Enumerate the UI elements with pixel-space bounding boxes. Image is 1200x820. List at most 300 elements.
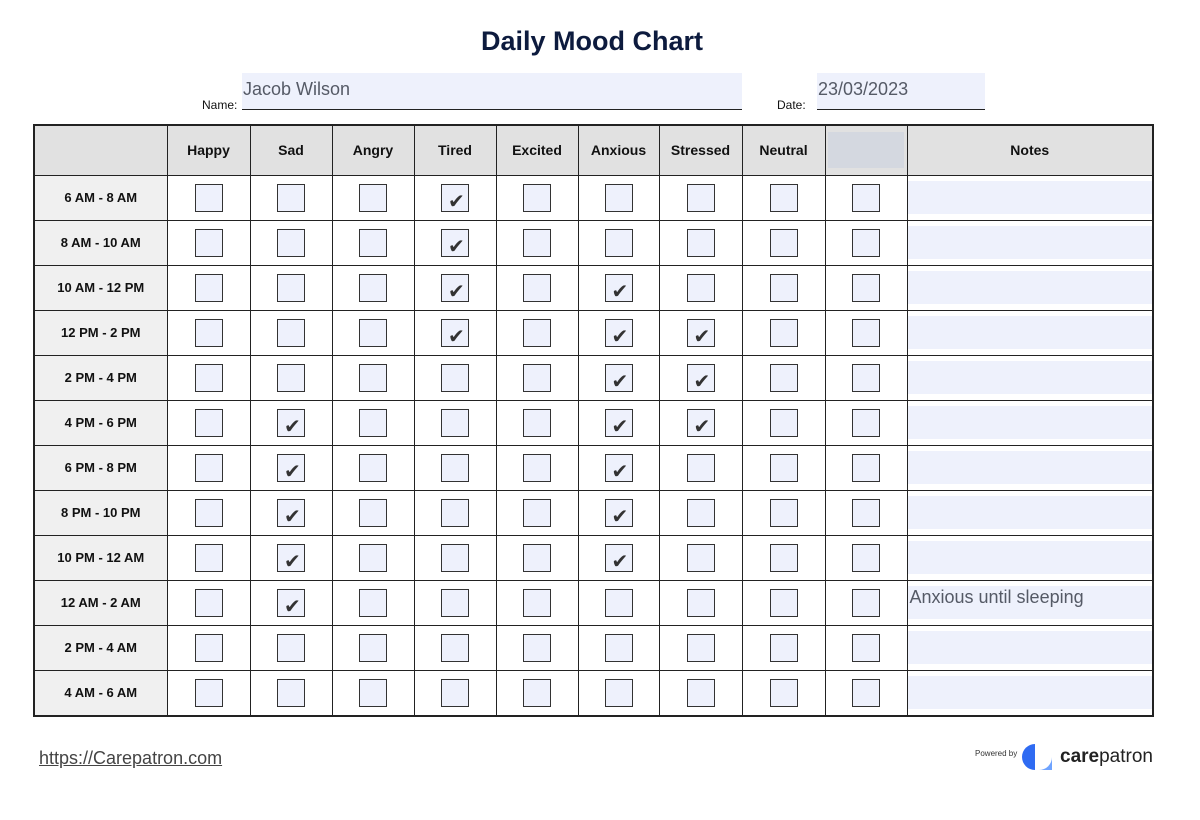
- header-mood-sad: Sad: [250, 125, 332, 175]
- mood-checkbox[interactable]: [195, 679, 223, 707]
- mood-cell: [414, 625, 496, 670]
- mood-checkbox[interactable]: [605, 364, 633, 392]
- mood-cell: [659, 355, 742, 400]
- checkmark-icon: ✔: [693, 323, 711, 348]
- mood-cell: [742, 490, 825, 535]
- page-title: Daily Mood Chart: [480, 26, 703, 56]
- mood-cell: [414, 535, 496, 580]
- mood-cell: [825, 400, 907, 445]
- mood-cell: [332, 175, 414, 220]
- mood-checkbox[interactable]: [770, 544, 798, 572]
- table-row: [34, 625, 1153, 670]
- mood-cell: [332, 625, 414, 670]
- mood-checkbox[interactable]: [523, 499, 551, 527]
- mood-checkbox[interactable]: [195, 589, 223, 617]
- mood-cell: [250, 175, 332, 220]
- checkmark-icon: ✔: [284, 548, 301, 573]
- mood-checkbox[interactable]: [852, 679, 880, 707]
- mood-cell: [578, 580, 659, 625]
- note-field[interactable]: [908, 496, 1153, 529]
- header-row: [34, 125, 1153, 175]
- note-field[interactable]: [908, 316, 1153, 349]
- mood-checkbox[interactable]: [852, 409, 880, 437]
- mood-cell: [578, 535, 659, 580]
- mood-cell: [496, 175, 578, 220]
- table-row: [34, 445, 1153, 490]
- mood-checkbox[interactable]: [277, 544, 305, 572]
- mood-checkbox[interactable]: [441, 364, 469, 392]
- mood-checkbox[interactable]: [277, 409, 305, 437]
- mood-cell: [414, 400, 496, 445]
- mood-cell: [742, 310, 825, 355]
- mood-checkbox[interactable]: [441, 454, 469, 482]
- time-slot-label: 6 PM - 8 PM: [34, 445, 167, 490]
- note-field[interactable]: [908, 271, 1153, 304]
- mood-checkbox[interactable]: [441, 499, 469, 527]
- mood-checkbox[interactable]: [523, 229, 551, 257]
- time-slot-label: 8 AM - 10 AM: [34, 220, 167, 265]
- checkmark-icon: ✔: [611, 413, 629, 438]
- mood-checkbox[interactable]: [770, 409, 798, 437]
- mood-cell: [742, 400, 825, 445]
- note-cell: [907, 670, 1153, 716]
- header-mood-neutral: Neutral: [742, 125, 825, 175]
- mood-checkbox[interactable]: [605, 229, 633, 257]
- mood-cell: [659, 490, 742, 535]
- mood-cell: [414, 580, 496, 625]
- mood-checkbox[interactable]: [523, 364, 551, 392]
- checkmark-icon: ✔: [448, 278, 465, 303]
- mood-cell: [167, 535, 250, 580]
- mood-cell: [578, 490, 659, 535]
- mood-checkbox[interactable]: [441, 274, 469, 302]
- header-notes: Notes: [907, 125, 1153, 175]
- mood-checkbox[interactable]: [605, 679, 633, 707]
- mood-checkbox[interactable]: [687, 454, 715, 482]
- mood-cell: [414, 355, 496, 400]
- header-mood-custom: [825, 125, 907, 175]
- mood-cell: [496, 265, 578, 310]
- checkmark-icon: ✔: [284, 593, 301, 618]
- mood-cell: [167, 400, 250, 445]
- mood-cell: [414, 310, 496, 355]
- mood-cell: [167, 175, 250, 220]
- mood-checkbox[interactable]: [770, 364, 798, 392]
- mood-checkbox[interactable]: [687, 229, 715, 257]
- mood-checkbox[interactable]: [605, 544, 633, 572]
- mood-checkbox[interactable]: [441, 319, 469, 347]
- note-field[interactable]: Anxious until sleeping: [908, 586, 1153, 619]
- checkmark-icon: ✔: [693, 368, 711, 393]
- mood-checkbox[interactable]: [605, 274, 633, 302]
- mood-cell: [496, 535, 578, 580]
- mood-cell: [496, 490, 578, 535]
- mood-cell: [250, 535, 332, 580]
- mood-checkbox[interactable]: [195, 454, 223, 482]
- mood-cell: [332, 310, 414, 355]
- mood-checkbox[interactable]: [852, 454, 880, 482]
- mood-checkbox[interactable]: [770, 679, 798, 707]
- mood-cell: [250, 310, 332, 355]
- mood-cell: [659, 670, 742, 716]
- mood-cell: [167, 355, 250, 400]
- mood-checkbox[interactable]: [359, 229, 387, 257]
- mood-cell: [167, 265, 250, 310]
- mood-checkbox[interactable]: [523, 589, 551, 617]
- mood-checkbox[interactable]: [605, 589, 633, 617]
- mood-checkbox[interactable]: [195, 364, 223, 392]
- mood-checkbox[interactable]: [195, 409, 223, 437]
- mood-checkbox[interactable]: [359, 409, 387, 437]
- mood-cell: [659, 220, 742, 265]
- mood-cell: [659, 445, 742, 490]
- mood-checkbox[interactable]: [359, 589, 387, 617]
- mood-cell: [659, 310, 742, 355]
- checkmark-icon: ✔: [611, 458, 629, 483]
- mood-cell: [167, 670, 250, 716]
- mood-checkbox[interactable]: [359, 274, 387, 302]
- mood-cell: [167, 310, 250, 355]
- mood-checkbox[interactable]: [277, 679, 305, 707]
- note-cell: [907, 310, 1153, 355]
- checkmark-icon: ✔: [448, 188, 465, 213]
- mood-checkbox[interactable]: [359, 499, 387, 527]
- table-row: [34, 175, 1153, 220]
- mood-cell: [578, 310, 659, 355]
- note-field[interactable]: [908, 361, 1153, 394]
- mood-checkbox[interactable]: [605, 454, 633, 482]
- checkmark-icon: ✔: [611, 548, 629, 573]
- header-mood-anxious: Anxious: [578, 125, 659, 175]
- mood-cell: [332, 580, 414, 625]
- mood-checkbox[interactable]: [770, 274, 798, 302]
- mood-checkbox[interactable]: [277, 184, 305, 212]
- checkmark-icon: ✔: [611, 278, 629, 303]
- mood-checkbox[interactable]: [277, 454, 305, 482]
- mood-cell: [414, 175, 496, 220]
- header-mood-excited: Excited: [496, 125, 578, 175]
- date-label: Date:: [777, 98, 806, 112]
- note-field[interactable]: [908, 676, 1153, 709]
- table-row: [34, 670, 1153, 716]
- checkmark-icon: ✔: [611, 323, 629, 348]
- mood-checkbox[interactable]: [687, 499, 715, 527]
- note-cell: [907, 175, 1153, 220]
- mood-checkbox[interactable]: [359, 364, 387, 392]
- note-cell: [907, 355, 1153, 400]
- mood-cell: [742, 535, 825, 580]
- mood-cell: [496, 625, 578, 670]
- mood-cell: [825, 535, 907, 580]
- mood-checkbox[interactable]: [605, 634, 633, 662]
- mood-cell: [332, 220, 414, 265]
- header-time-corner: [34, 125, 167, 175]
- mood-checkbox[interactable]: [441, 409, 469, 437]
- mood-checkbox[interactable]: [277, 589, 305, 617]
- mood-cell: [332, 490, 414, 535]
- mood-checkbox[interactable]: [359, 634, 387, 662]
- mood-cell: [742, 265, 825, 310]
- mood-checkbox[interactable]: [441, 634, 469, 662]
- checkmark-icon: ✔: [284, 413, 301, 438]
- mood-checkbox[interactable]: [277, 274, 305, 302]
- mood-cell: [578, 220, 659, 265]
- table-row: [34, 310, 1153, 355]
- mood-checkbox[interactable]: [687, 679, 715, 707]
- mood-checkbox[interactable]: [852, 499, 880, 527]
- table-row: [34, 220, 1153, 265]
- mood-checkbox[interactable]: [687, 589, 715, 617]
- header-mood-angry: Angry: [332, 125, 414, 175]
- carepatron-logo-icon: [1022, 744, 1052, 770]
- custom-mood-field[interactable]: [828, 132, 904, 168]
- mood-cell: [742, 220, 825, 265]
- mood-checkbox[interactable]: [770, 319, 798, 347]
- note-field[interactable]: [908, 406, 1153, 439]
- mood-cell: [414, 670, 496, 716]
- note-field[interactable]: [908, 226, 1153, 259]
- mood-checkbox[interactable]: [770, 184, 798, 212]
- mood-cell: [332, 265, 414, 310]
- mood-checkbox[interactable]: [359, 184, 387, 212]
- brand-rest: patron: [1099, 746, 1153, 767]
- mood-checkbox[interactable]: [195, 229, 223, 257]
- mood-checkbox[interactable]: [687, 634, 715, 662]
- checkmark-icon: ✔: [611, 368, 629, 393]
- mood-checkbox[interactable]: [195, 544, 223, 572]
- checkmark-icon: ✔: [611, 503, 629, 528]
- mood-cell: [659, 400, 742, 445]
- note-cell: [907, 265, 1153, 310]
- time-slot-label: 10 AM - 12 PM: [34, 265, 167, 310]
- table-row: [34, 265, 1153, 310]
- mood-table-body: [34, 175, 1153, 716]
- mood-cell: [659, 535, 742, 580]
- note-cell: [907, 490, 1153, 535]
- time-slot-label: 12 PM - 2 PM: [34, 310, 167, 355]
- header-mood-stressed: Stressed: [659, 125, 742, 175]
- mood-cell: [496, 220, 578, 265]
- mood-checkbox[interactable]: [852, 319, 880, 347]
- note-field[interactable]: [908, 631, 1153, 664]
- mood-cell: [414, 265, 496, 310]
- mood-checkbox[interactable]: [523, 184, 551, 212]
- mood-cell: [250, 580, 332, 625]
- mood-cell: [332, 355, 414, 400]
- note-cell: [907, 220, 1153, 265]
- mood-cell: [825, 265, 907, 310]
- mood-cell: [578, 355, 659, 400]
- mood-checkbox[interactable]: [852, 364, 880, 392]
- mood-checkbox[interactable]: [687, 544, 715, 572]
- mood-checkbox[interactable]: [359, 454, 387, 482]
- mood-cell: [825, 175, 907, 220]
- mood-checkbox[interactable]: [441, 184, 469, 212]
- time-slot-label: 12 AM - 2 AM: [34, 580, 167, 625]
- mood-cell: [250, 670, 332, 716]
- mood-checkbox[interactable]: [605, 184, 633, 212]
- mood-checkbox[interactable]: [523, 679, 551, 707]
- mood-cell: [825, 670, 907, 716]
- mood-checkbox[interactable]: [277, 634, 305, 662]
- mood-checkbox[interactable]: [195, 634, 223, 662]
- mood-checkbox[interactable]: [523, 274, 551, 302]
- mood-checkbox[interactable]: [687, 184, 715, 212]
- mood-cell: [659, 175, 742, 220]
- checkmark-icon: ✔: [284, 503, 301, 528]
- mood-checkbox[interactable]: [441, 544, 469, 572]
- mood-checkbox[interactable]: [277, 229, 305, 257]
- mood-cell: [167, 490, 250, 535]
- mood-cell: [825, 220, 907, 265]
- mood-checkbox[interactable]: [852, 589, 880, 617]
- mood-checkbox[interactable]: [359, 319, 387, 347]
- mood-cell: [167, 445, 250, 490]
- mood-checkbox[interactable]: [277, 319, 305, 347]
- mood-checkbox[interactable]: [359, 679, 387, 707]
- mood-cell: [332, 670, 414, 716]
- note-field[interactable]: [908, 181, 1153, 214]
- mood-checkbox[interactable]: [605, 319, 633, 347]
- mood-cell: [167, 580, 250, 625]
- mood-checkbox[interactable]: [852, 274, 880, 302]
- mood-cell: [250, 265, 332, 310]
- time-slot-label: 2 PM - 4 AM: [34, 625, 167, 670]
- table-row: [34, 580, 1153, 625]
- mood-checkbox[interactable]: [770, 229, 798, 257]
- name-field[interactable]: Jacob Wilson: [242, 73, 742, 110]
- mood-cell: [742, 175, 825, 220]
- mood-cell: [578, 175, 659, 220]
- mood-checkbox[interactable]: [852, 544, 880, 572]
- mood-checkbox[interactable]: [523, 409, 551, 437]
- table-row: [34, 400, 1153, 445]
- note-field[interactable]: [908, 541, 1153, 574]
- mood-cell: [250, 445, 332, 490]
- mood-checkbox[interactable]: [687, 274, 715, 302]
- mood-cell: [250, 220, 332, 265]
- mood-cell: [496, 670, 578, 716]
- mood-checkbox[interactable]: [605, 499, 633, 527]
- mood-cell: [825, 310, 907, 355]
- mood-checkbox[interactable]: [770, 589, 798, 617]
- mood-cell: [496, 400, 578, 445]
- mood-checkbox[interactable]: [277, 499, 305, 527]
- carepatron-brand: [1060, 746, 1153, 768]
- note-cell: [907, 445, 1153, 490]
- powered-by-text: Powered by: [975, 749, 1018, 758]
- mood-checkbox[interactable]: [687, 409, 715, 437]
- mood-checkbox[interactable]: [605, 409, 633, 437]
- mood-cell: [414, 445, 496, 490]
- mood-checkbox[interactable]: [523, 544, 551, 572]
- mood-checkbox[interactable]: [195, 184, 223, 212]
- mood-cell: [578, 265, 659, 310]
- mood-cell: [496, 445, 578, 490]
- mood-checkbox[interactable]: [770, 499, 798, 527]
- mood-checkbox[interactable]: [441, 589, 469, 617]
- mood-table: [33, 124, 1154, 717]
- mood-checkbox[interactable]: [687, 364, 715, 392]
- header-mood-happy: Happy: [167, 125, 250, 175]
- time-slot-label: 6 AM - 8 AM: [34, 175, 167, 220]
- header-mood-tired: Tired: [414, 125, 496, 175]
- mood-checkbox[interactable]: [277, 364, 305, 392]
- time-slot-label: 10 PM - 12 AM: [34, 535, 167, 580]
- mood-cell: [659, 580, 742, 625]
- mood-cell: [167, 625, 250, 670]
- time-slot-label: 4 AM - 6 AM: [34, 670, 167, 716]
- mood-checkbox[interactable]: [195, 499, 223, 527]
- date-field[interactable]: 23/03/2023: [817, 73, 985, 110]
- mood-cell: [825, 625, 907, 670]
- mood-checkbox[interactable]: [770, 634, 798, 662]
- mood-cell: [332, 400, 414, 445]
- name-label: Name:: [202, 98, 238, 112]
- mood-cell: [496, 310, 578, 355]
- mood-cell: [742, 445, 825, 490]
- mood-cell: [414, 490, 496, 535]
- note-cell: [907, 580, 1153, 625]
- mood-cell: [659, 625, 742, 670]
- mood-checkbox[interactable]: [687, 319, 715, 347]
- mood-checkbox[interactable]: [523, 454, 551, 482]
- mood-checkbox[interactable]: [195, 319, 223, 347]
- mood-cell: [414, 220, 496, 265]
- time-slot-label: 2 PM - 4 PM: [34, 355, 167, 400]
- note-field[interactable]: [908, 451, 1153, 484]
- mood-cell: [578, 445, 659, 490]
- note-cell: [907, 625, 1153, 670]
- checkmark-icon: ✔: [284, 458, 301, 483]
- time-slot-label: 4 PM - 6 PM: [34, 400, 167, 445]
- mood-cell: [578, 670, 659, 716]
- mood-cell: [659, 265, 742, 310]
- mood-checkbox[interactable]: [852, 184, 880, 212]
- mood-cell: [332, 445, 414, 490]
- mood-checkbox[interactable]: [195, 274, 223, 302]
- mood-checkbox[interactable]: [523, 634, 551, 662]
- mood-cell: [742, 355, 825, 400]
- brand-bold: care: [1060, 746, 1100, 767]
- mood-checkbox[interactable]: [852, 229, 880, 257]
- mood-cell: [578, 400, 659, 445]
- carepatron-link[interactable]: https://Carepatron.com: [39, 748, 223, 768]
- mood-checkbox[interactable]: [523, 319, 551, 347]
- mood-cell: [825, 490, 907, 535]
- mood-checkbox[interactable]: [852, 634, 880, 662]
- mood-cell: [496, 580, 578, 625]
- mood-cell: [825, 355, 907, 400]
- mood-cell: [742, 580, 825, 625]
- mood-cell: [250, 355, 332, 400]
- mood-checkbox[interactable]: [441, 679, 469, 707]
- mood-cell: [496, 355, 578, 400]
- mood-checkbox[interactable]: [441, 229, 469, 257]
- checkmark-icon: ✔: [693, 413, 711, 438]
- mood-checkbox[interactable]: [359, 544, 387, 572]
- mood-cell: [825, 445, 907, 490]
- mood-cell: [578, 625, 659, 670]
- table-row: [34, 355, 1153, 400]
- mood-cell: [742, 670, 825, 716]
- note-cell: [907, 535, 1153, 580]
- table-row: [34, 490, 1153, 535]
- mood-cell: [250, 400, 332, 445]
- mood-checkbox[interactable]: [770, 454, 798, 482]
- mood-cell: [167, 220, 250, 265]
- mood-cell: [250, 490, 332, 535]
